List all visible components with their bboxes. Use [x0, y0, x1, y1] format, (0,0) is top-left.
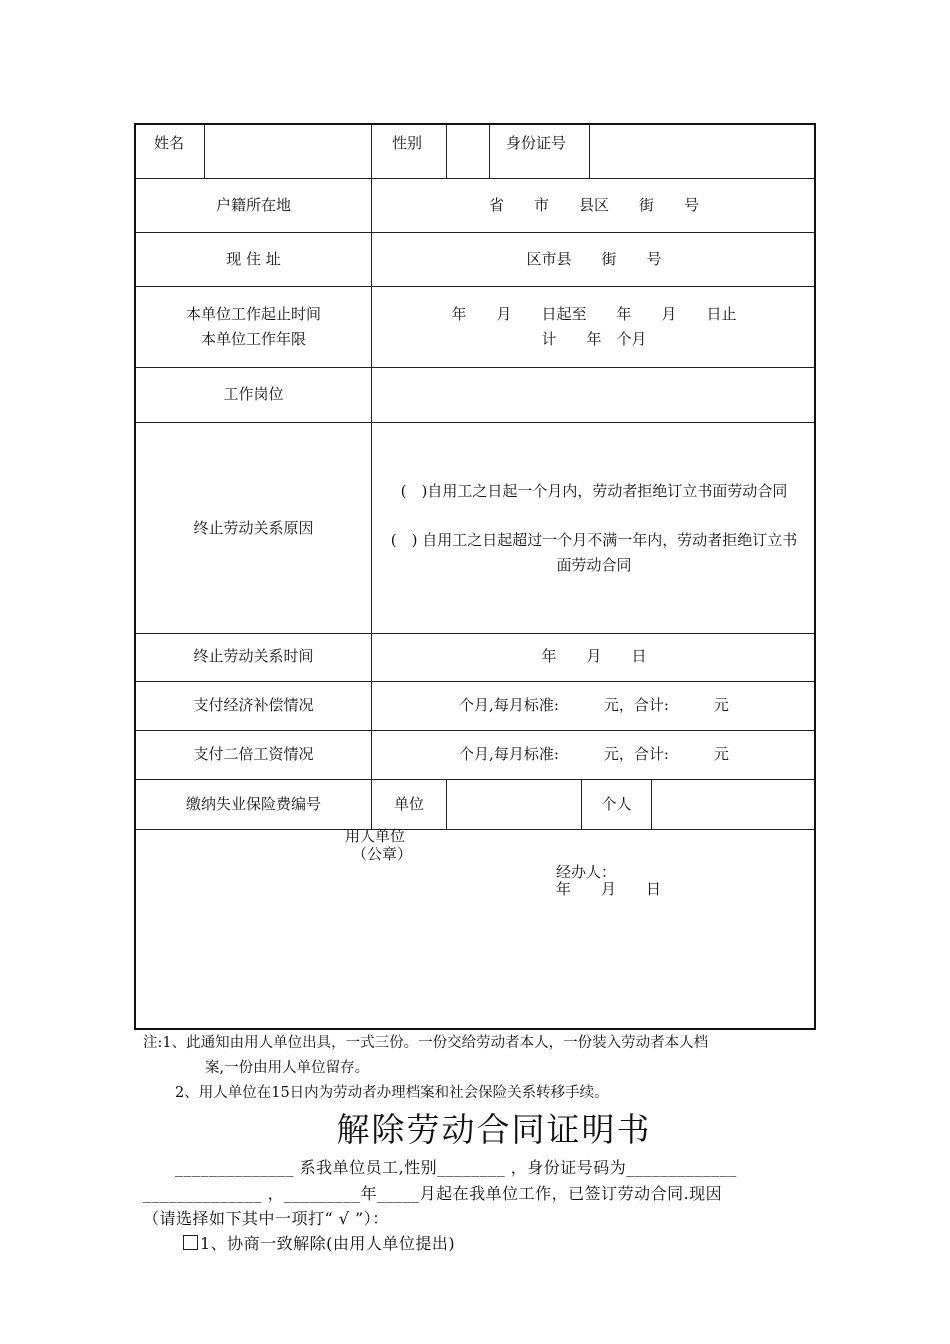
note-1-line-1: 注:1、此通知由用人单位出具，一式三份。一份交给劳动者本人，一份装入劳动者本人档: [143, 1035, 709, 1051]
id-number-label: 身份证号: [506, 134, 567, 152]
note-2: 2、用人单位在15日内为劳动者办理档案和社会保险关系转移手续。: [175, 1085, 609, 1101]
reason-option-2[interactable]: ( ) 自用工之日起超过一个月不满一年内，劳动者拒绝订立书面劳动合同: [390, 531, 798, 574]
insurance-number-label: 缴纳失业保险费编号: [185, 795, 321, 813]
gender-field[interactable]: [447, 125, 489, 178]
option-1-label: 1、协商一致解除(由用人单位提出): [200, 1234, 456, 1253]
termination-date-label: 终止劳动关系时间: [193, 647, 314, 665]
work-years-value: 计 年 个月: [541, 330, 647, 348]
row-divider: [136, 422, 814, 423]
work-period-label: 本单位工作起止时间: [185, 305, 321, 323]
double-wage-value: 个月,每月标准: 元，合计: 元: [459, 745, 729, 763]
id-number-field[interactable]: [590, 125, 816, 178]
row-divider: [136, 681, 814, 682]
certificate-line-1: ______________ 系我单位员工,性别________ ，身份证号码为_____________: [175, 1158, 737, 1177]
termination-date-value: 年 月 日: [541, 647, 647, 665]
certificate-line-2: ______________ ，_________年_____月起在我单位工作，已签订劳动合同.现因: [143, 1184, 723, 1203]
name-field[interactable]: [205, 125, 371, 178]
handler-label: 经办人：: [556, 863, 617, 881]
column-divider: [489, 125, 490, 178]
compensation-label: 支付经济补偿情况: [193, 696, 314, 714]
row-divider: [136, 633, 814, 634]
employer-label: 用人单位: [345, 827, 406, 845]
work-period-value: 年 月 日起至 年 月 日止: [451, 305, 737, 323]
compensation-value: 个月,每月标准: 元，合计: 元: [459, 696, 729, 714]
hukou-label: 户籍所在地: [215, 196, 291, 214]
work-years-label: 本单位工作年限: [200, 330, 306, 348]
option-1-row[interactable]: [183, 1231, 455, 1257]
gender-label: 性别: [392, 134, 423, 152]
double-wage-label: 支付二倍工资情况: [193, 745, 314, 763]
termination-form-table: [134, 123, 816, 1030]
insurance-unit-field[interactable]: [447, 780, 581, 829]
row-divider: [136, 232, 814, 233]
reason-option-1[interactable]: ( )自用工之日起一个月内，劳动者拒绝订立书面劳动合同: [400, 482, 788, 500]
certificate-line-3: （请选择如下其中一项打“ √ ”）：: [143, 1209, 389, 1228]
job-post-label: 工作岗位: [223, 385, 284, 403]
row-divider: [136, 829, 814, 830]
certificate-title: 解除劳动合同证明书: [336, 1110, 652, 1149]
seal-label: （公章）: [352, 845, 413, 863]
note-1-line-2: 案,一份由用人单位留存。: [205, 1060, 370, 1076]
insurance-unit-label: 单位: [393, 795, 424, 813]
job-post-field[interactable]: [372, 368, 816, 422]
insurance-person-label: 个人: [601, 795, 632, 813]
row-divider: [136, 730, 814, 731]
row-divider: [136, 286, 814, 287]
row-divider: [136, 178, 814, 179]
address-value: 区市县 街 号: [526, 250, 662, 268]
hukou-value: 省 市 县区 街 号: [488, 196, 699, 214]
checkbox-icon[interactable]: [183, 1235, 198, 1250]
termination-reason-label: 终止劳动关系原因: [193, 519, 314, 537]
name-label: 姓名: [154, 134, 185, 152]
insurance-person-field[interactable]: [652, 780, 816, 829]
column-divider: [371, 125, 372, 829]
sign-date: 年 月 日: [556, 880, 662, 898]
address-label: 现 住 址: [226, 250, 281, 268]
